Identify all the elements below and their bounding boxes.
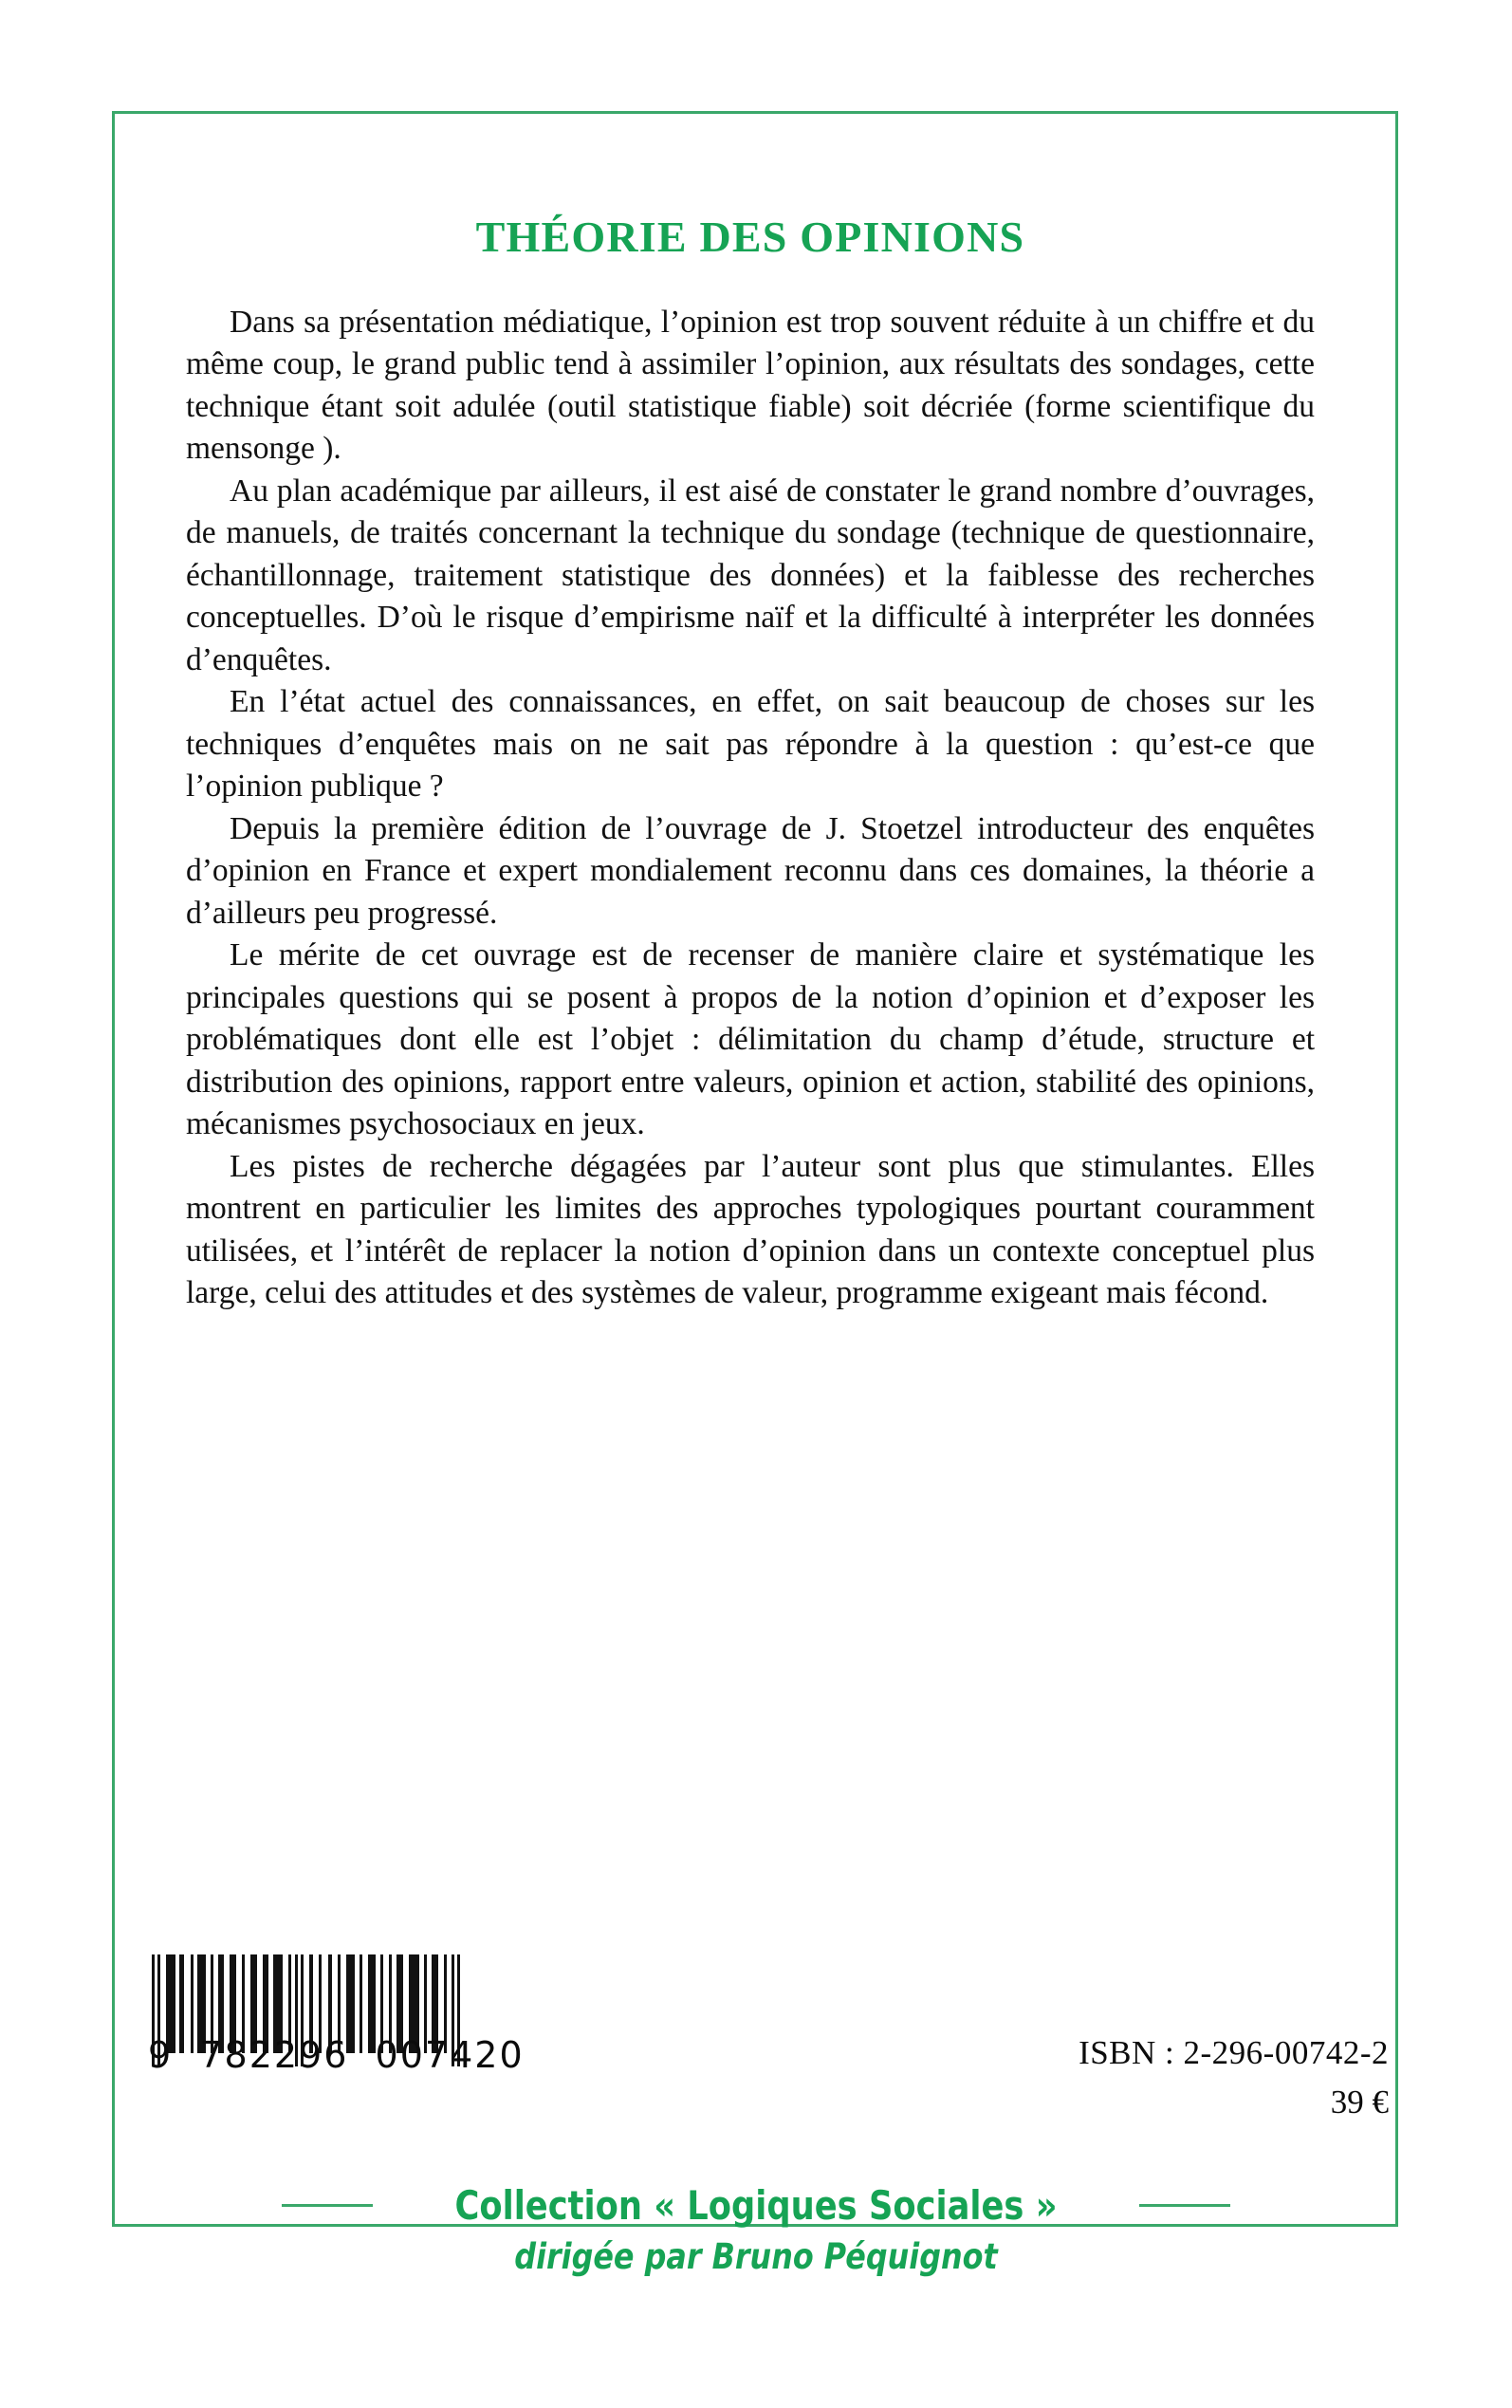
barcode-digits: 9 782296 007420 xyxy=(148,2034,525,2076)
barcode xyxy=(146,1954,525,2076)
isbn-number: ISBN : 2-296-00742-2 xyxy=(1079,2034,1389,2071)
blurb-paragraph: Les pistes de recherche dégagées par l’auteur sont plus que stimulantes. Elles montrent en particulier les limites des approches typologiques pourtant couramment utilisées, et l’intérêt de replacer la notion d’opinion dans un contexte conceptuel plus large, celui des attitudes et des systèmes de valeur, programme exigeant mais fécond. xyxy=(186,1148,1315,1311)
isbn-price-group xyxy=(801,2034,1389,2121)
page-title: THÉORIE DES OPINIONS xyxy=(475,213,1025,261)
footer-rule-right xyxy=(1139,2204,1230,2207)
collection-footer xyxy=(0,2182,1512,2277)
blurb-paragraph: En l’état actuel des connaissances, en effet, on sait beaucoup de choses sur les techniques d’enquêtes mais on ne sait pas répondre à la question : qu’est-ce que l’opinion publique ? xyxy=(186,684,1315,805)
blurb-paragraph: Au plan académique par ailleurs, il est aisé de constater le grand nombre d’ouvrages, de manuels, de traités concernant la technique du sondage (technique de questionnaire, échantillonnage, traitement statistique des données) et la faiblesse des recherches conceptuelles. D’où le risque d’empirisme naïf et la difficulté à interpréter les données d’enquêtes. xyxy=(186,472,1315,677)
blurb-paragraph: Dans sa présentation médiatique, l’opinion est trop souvent réduite à un chiffre et du même coup, le grand public tend à assimiler l’opinion, aux résultats des sondages, cette technique étant soit adulée (outil statistique fiable) soit décriée (forme scientifique du mensonge ). xyxy=(186,304,1315,467)
isbn-barcode-block xyxy=(112,1954,1398,2173)
collection-title-row xyxy=(0,2182,1512,2229)
price-label: 39 € xyxy=(1330,2084,1389,2121)
collection-editor: dirigée par Bruno Péquignot xyxy=(514,2236,998,2277)
blurb-paragraph: Depuis la première édition de l’ouvrage de J. Stoetzel introducteur des enquêtes d’opinion en France et expert mondialement reconnu dans ces domaines, la théorie a d’ailleurs peu progressé. xyxy=(186,810,1315,931)
back-cover-content xyxy=(186,213,1315,1315)
collection-name: Collection « Logiques Sociales » xyxy=(454,2182,1058,2229)
blurb-paragraph: Le mérite de cet ouvrage est de recenser de manière claire et systématique les principales questions qui se posent à propos de la notion d’opinion et d’exposer les problématiques dont elle est l’objet : délimitation du champ d’étude, structure et distribution des opinions, rapport entre valeurs, opinion et action, stabilité des opinions, mécanismes psychosociaux en jeux. xyxy=(186,937,1315,1142)
footer-rule-left xyxy=(282,2204,373,2207)
